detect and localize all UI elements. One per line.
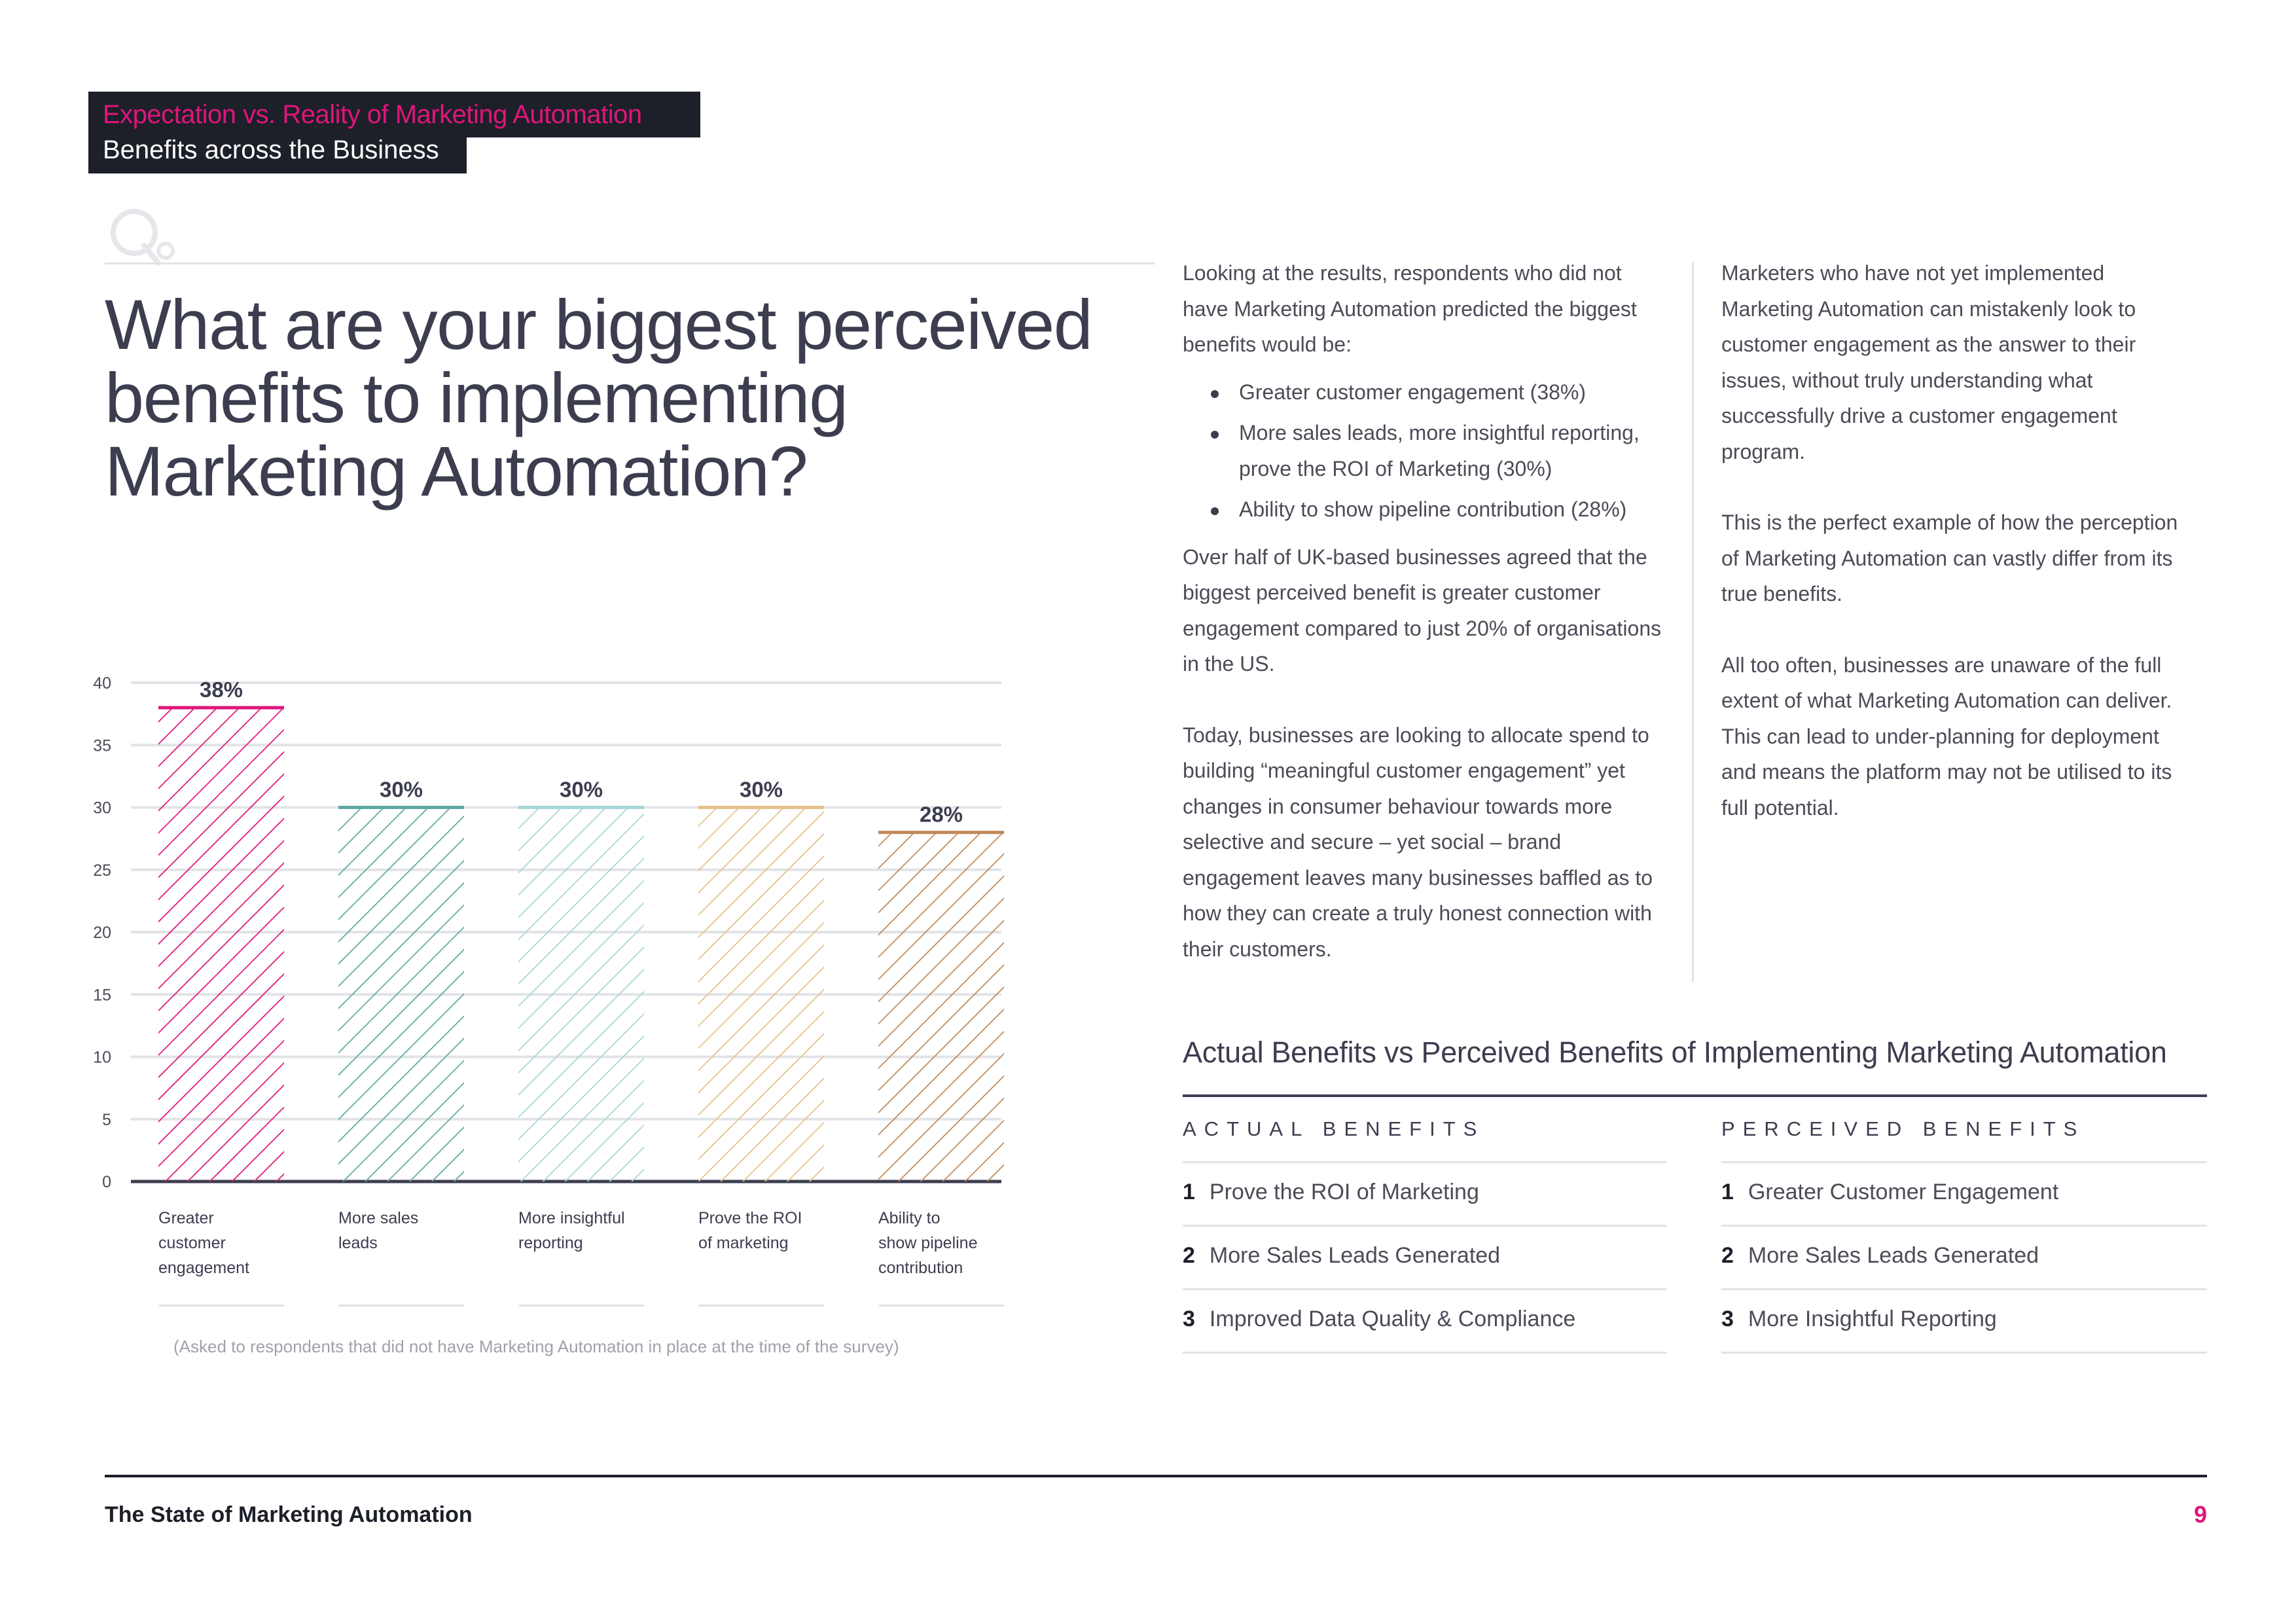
bar-value-label: 38%	[199, 677, 243, 702]
paragraph: Marketers who have not yet implemented Marketing Automation can mistakenly look to customer engagement as the answer to their issues, without truly understanding what successfully drive a customer engagement program.	[1721, 261, 2136, 463]
divider	[1721, 1352, 2207, 1354]
paragraph: Today, businesses are looking to allocate spend to building “meaningful customer engagement” yet changes in consumer behaviour towards more selective and secure – yet social – brand engagement leaves many businesses baffled as to how they can create a truly honest connection with their customers.	[1183, 723, 1653, 961]
section-title: Expectation vs. Reality of Marketing Automation	[88, 92, 700, 137]
bar	[158, 708, 284, 1182]
divider	[1183, 1352, 1667, 1354]
list-item: Ability to show pipeline contribution (28%)	[1183, 492, 1664, 528]
benefits-table-title: Actual Benefits vs Perceived Benefits of Implementing Marketing Automation	[1183, 1036, 2167, 1069]
y-tick-label: 10	[93, 1048, 111, 1067]
intro-paragraph: Looking at the results, respondents who did not have Marketing Automation predicted the biggest benefits would be:	[1183, 261, 1637, 356]
question-q-icon	[105, 203, 177, 268]
divider	[1721, 1225, 2207, 1227]
x-category-label	[158, 1206, 289, 1280]
results-bullet-list	[1183, 374, 1664, 528]
bar-chart	[85, 661, 1028, 1198]
x-category-label-line: show pipeline	[878, 1234, 978, 1252]
bar-value-label: 30%	[379, 777, 423, 802]
y-tick-label: 5	[102, 1110, 111, 1129]
column-divider	[1692, 262, 1694, 982]
divider	[1183, 1094, 2207, 1097]
x-category-label-line: contribution	[878, 1259, 963, 1277]
x-category-label-line: Ability to	[878, 1209, 941, 1227]
footer-divider	[105, 1475, 2207, 1477]
x-category-label	[698, 1206, 829, 1255]
list-item: More sales leads, more insightful reporting, prove the ROI of Marketing (30%)	[1183, 415, 1664, 486]
y-tick-label: 20	[93, 924, 111, 942]
category-divider	[878, 1305, 1004, 1307]
x-category-label-line: More insightful	[518, 1209, 625, 1227]
perceived-benefit-item	[1721, 1243, 2039, 1269]
y-tick-label: 35	[93, 736, 111, 755]
paragraph: All too often, businesses are unaware of the full extent of what Marketing Automation can deliver. This can lead to under-planning for deployment and means the platform may not be utilised to its full potential.	[1721, 653, 2172, 820]
bar	[698, 808, 824, 1182]
category-divider	[518, 1305, 644, 1307]
perceived-benefits-heading: PERCEIVED BENEFITS	[1721, 1117, 2085, 1140]
bar-value-label: 28%	[919, 802, 963, 827]
x-category-label-line: More sales	[338, 1209, 419, 1227]
x-category-label-line: engagement	[158, 1259, 250, 1277]
benefit-label: Improved Data Quality & Compliance	[1209, 1307, 1576, 1331]
category-divider	[338, 1305, 464, 1307]
question-heading: What are your biggest perceived benefits to implementing Marketing Automation?	[105, 285, 1092, 511]
text-column-left	[1183, 255, 1664, 967]
x-category-label-line: Prove the ROI	[698, 1209, 802, 1227]
category-divider	[158, 1305, 284, 1307]
benefit-label: Greater Customer Engagement	[1748, 1180, 2059, 1204]
benefit-label: More Insightful Reporting	[1748, 1307, 1997, 1331]
benefit-label: More Sales Leads Generated	[1209, 1243, 1501, 1268]
page-number: 9	[2193, 1501, 2207, 1528]
x-category-label-line: Greater	[158, 1209, 214, 1227]
rank-number: 2	[1721, 1243, 1734, 1268]
bar	[518, 808, 644, 1182]
y-tick-label: 30	[93, 799, 111, 818]
divider	[1183, 1225, 1667, 1227]
divider	[1183, 1288, 1667, 1290]
perceived-benefit-item	[1721, 1307, 1997, 1332]
y-tick-label: 0	[102, 1173, 111, 1191]
divider	[1183, 1161, 1667, 1163]
y-tick-label: 40	[93, 674, 111, 693]
actual-benefit-item	[1183, 1180, 1479, 1205]
text-column-right	[1721, 255, 2193, 825]
x-category-label	[338, 1206, 469, 1255]
paragraph: This is the perfect example of how the perception of Marketing Automation can vastly differ from its true benefits.	[1721, 511, 2178, 605]
x-category-label-line: of marketing	[698, 1234, 789, 1252]
rank-number: 1	[1183, 1180, 1195, 1204]
divider	[1721, 1288, 2207, 1290]
subsection-title: Benefits across the Business	[88, 130, 467, 173]
bar	[878, 833, 1004, 1182]
list-item: Greater customer engagement (38%)	[1183, 374, 1664, 410]
rank-number: 3	[1183, 1307, 1195, 1331]
actual-benefit-item	[1183, 1307, 1575, 1332]
divider	[105, 262, 1155, 264]
bar-value-label: 30%	[739, 777, 783, 802]
category-divider	[698, 1305, 824, 1307]
actual-benefit-item	[1183, 1243, 1500, 1269]
rank-number: 1	[1721, 1180, 1734, 1204]
actual-benefits-heading: ACTUAL BENEFITS	[1183, 1117, 1485, 1140]
chart-footnote: (Asked to respondents that did not have Marketing Automation in place at the time of the survey)	[173, 1337, 899, 1356]
x-category-label	[878, 1206, 1009, 1280]
rank-number: 3	[1721, 1307, 1734, 1331]
x-category-label-line: leads	[338, 1234, 378, 1252]
paragraph: Over half of UK-based businesses agreed that the biggest perceived benefit is greater customer engagement compared to just 20% of organisations in the US.	[1183, 545, 1662, 676]
footer-title: The State of Marketing Automation	[105, 1502, 473, 1527]
y-tick-label: 25	[93, 861, 111, 880]
x-category-label-line: customer	[158, 1234, 226, 1252]
benefit-label: More Sales Leads Generated	[1748, 1243, 2039, 1268]
bar-value-label: 30%	[559, 777, 603, 802]
rank-number: 2	[1183, 1243, 1195, 1268]
x-category-label	[518, 1206, 649, 1255]
x-category-label-line: reporting	[518, 1234, 583, 1252]
divider	[1721, 1161, 2207, 1163]
benefit-label: Prove the ROI of Marketing	[1209, 1180, 1479, 1204]
perceived-benefit-item	[1721, 1180, 2058, 1205]
bar	[338, 808, 464, 1182]
y-tick-label: 15	[93, 986, 111, 1005]
